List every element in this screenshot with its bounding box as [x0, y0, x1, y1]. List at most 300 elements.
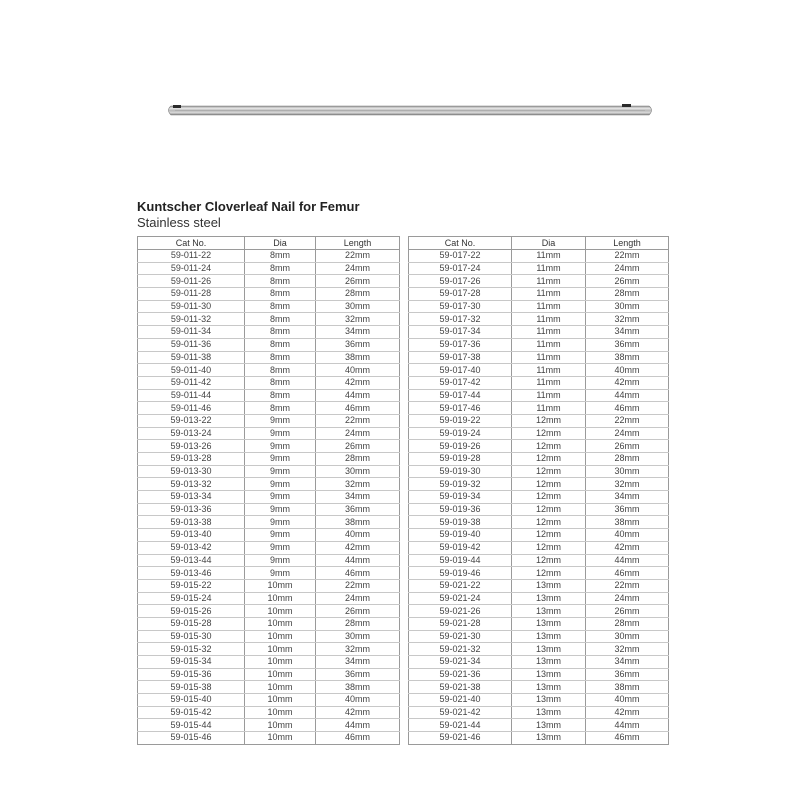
cell-length: 30mm	[316, 630, 400, 643]
cell-cat-no: 59-013-40	[138, 529, 245, 542]
header-cat-no: Cat No.	[138, 237, 245, 250]
cell-cat-no: 59-011-38	[138, 351, 245, 364]
cell-cat-no: 59-017-30	[409, 300, 512, 313]
cell-length: 42mm	[586, 376, 669, 389]
cell-dia: 13mm	[512, 668, 586, 681]
cell-cat-no: 59-017-40	[409, 364, 512, 377]
cell-length: 30mm	[316, 465, 400, 478]
cell-dia: 13mm	[512, 579, 586, 592]
cell-dia: 10mm	[245, 694, 316, 707]
cell-length: 42mm	[586, 541, 669, 554]
table-row	[409, 516, 669, 529]
cell-dia: 11mm	[512, 288, 586, 301]
table-row	[138, 643, 400, 656]
cell-cat-no: 59-011-36	[138, 338, 245, 351]
table-row	[409, 326, 669, 339]
table-row	[409, 364, 669, 377]
cell-length: 36mm	[316, 503, 400, 516]
cell-length: 32mm	[316, 643, 400, 656]
table-row	[409, 275, 669, 288]
table-row	[409, 529, 669, 542]
table-row	[138, 326, 400, 339]
table-row	[138, 313, 400, 326]
cell-cat-no: 59-017-46	[409, 402, 512, 415]
cell-dia: 8mm	[245, 351, 316, 364]
cell-length: 38mm	[316, 351, 400, 364]
cell-dia: 11mm	[512, 364, 586, 377]
cell-dia: 9mm	[245, 503, 316, 516]
table-row	[409, 414, 669, 427]
cell-dia: 8mm	[245, 288, 316, 301]
table-row	[409, 351, 669, 364]
cell-length: 42mm	[316, 706, 400, 719]
table-row	[409, 643, 669, 656]
table-row	[138, 605, 400, 618]
cell-cat-no: 59-017-34	[409, 326, 512, 339]
cell-cat-no: 59-019-34	[409, 491, 512, 504]
cell-dia: 10mm	[245, 643, 316, 656]
cell-dia: 10mm	[245, 630, 316, 643]
table-row	[138, 427, 400, 440]
cell-dia: 12mm	[512, 529, 586, 542]
cell-length: 28mm	[586, 617, 669, 630]
cell-dia: 8mm	[245, 389, 316, 402]
cell-cat-no: 59-015-46	[138, 732, 245, 745]
product-subtitle: Stainless steel	[137, 215, 221, 230]
table-row	[409, 453, 669, 466]
cell-dia: 13mm	[512, 630, 586, 643]
cell-dia: 10mm	[245, 706, 316, 719]
table-row	[409, 656, 669, 669]
cell-length: 32mm	[316, 478, 400, 491]
cell-length: 36mm	[586, 668, 669, 681]
cell-length: 34mm	[586, 656, 669, 669]
cell-dia: 12mm	[512, 478, 586, 491]
cell-dia: 8mm	[245, 262, 316, 275]
cell-dia: 11mm	[512, 250, 586, 263]
cell-cat-no: 59-017-32	[409, 313, 512, 326]
cell-length: 30mm	[316, 300, 400, 313]
cell-length: 34mm	[586, 326, 669, 339]
cell-cat-no: 59-021-40	[409, 694, 512, 707]
cell-length: 22mm	[316, 250, 400, 263]
cell-dia: 12mm	[512, 440, 586, 453]
cell-length: 22mm	[316, 414, 400, 427]
cell-dia: 12mm	[512, 414, 586, 427]
cell-dia: 8mm	[245, 326, 316, 339]
cell-length: 42mm	[586, 706, 669, 719]
cell-cat-no: 59-019-44	[409, 554, 512, 567]
header-length: Length	[316, 237, 400, 250]
cell-dia: 12mm	[512, 516, 586, 529]
cell-length: 28mm	[586, 453, 669, 466]
cell-dia: 8mm	[245, 250, 316, 263]
cell-dia: 10mm	[245, 656, 316, 669]
cell-cat-no: 59-015-22	[138, 579, 245, 592]
table-row	[138, 592, 400, 605]
cell-length: 30mm	[586, 630, 669, 643]
cell-cat-no: 59-013-38	[138, 516, 245, 529]
cell-dia: 12mm	[512, 427, 586, 440]
table-row	[138, 503, 400, 516]
table-row	[409, 376, 669, 389]
cell-dia: 9mm	[245, 465, 316, 478]
table-row	[409, 300, 669, 313]
table-row	[138, 732, 400, 745]
cell-dia: 8mm	[245, 275, 316, 288]
table-row	[138, 440, 400, 453]
cell-dia: 10mm	[245, 681, 316, 694]
cell-length: 34mm	[316, 326, 400, 339]
table-row	[409, 440, 669, 453]
cell-dia: 12mm	[512, 554, 586, 567]
cell-length: 34mm	[316, 491, 400, 504]
cell-length: 44mm	[316, 719, 400, 732]
table-row	[138, 630, 400, 643]
cell-dia: 9mm	[245, 478, 316, 491]
cell-length: 24mm	[316, 427, 400, 440]
cell-cat-no: 59-019-24	[409, 427, 512, 440]
cell-dia: 13mm	[512, 681, 586, 694]
cell-length: 26mm	[586, 275, 669, 288]
cell-length: 32mm	[316, 313, 400, 326]
table-row	[138, 706, 400, 719]
cell-cat-no: 59-017-44	[409, 389, 512, 402]
table-row	[138, 364, 400, 377]
cell-dia: 13mm	[512, 694, 586, 707]
cell-cat-no: 59-021-32	[409, 643, 512, 656]
cell-cat-no: 59-021-46	[409, 732, 512, 745]
cell-cat-no: 59-015-28	[138, 617, 245, 630]
cell-dia: 8mm	[245, 376, 316, 389]
cell-length: 46mm	[586, 567, 669, 580]
cell-length: 40mm	[316, 694, 400, 707]
cell-length: 38mm	[316, 516, 400, 529]
cell-cat-no: 59-017-26	[409, 275, 512, 288]
cell-dia: 12mm	[512, 491, 586, 504]
cell-cat-no: 59-011-22	[138, 250, 245, 263]
table-row	[138, 541, 400, 554]
cell-cat-no: 59-013-22	[138, 414, 245, 427]
product-title: Kuntscher Cloverleaf Nail for Femur	[137, 199, 360, 214]
cell-cat-no: 59-021-26	[409, 605, 512, 618]
cell-dia: 11mm	[512, 313, 586, 326]
table-row	[138, 617, 400, 630]
table-row	[409, 402, 669, 415]
cell-dia: 13mm	[512, 732, 586, 745]
cell-cat-no: 59-015-34	[138, 656, 245, 669]
table-row	[409, 579, 669, 592]
header-length: Length	[586, 237, 669, 250]
cell-length: 40mm	[586, 529, 669, 542]
cell-dia: 11mm	[512, 300, 586, 313]
cell-length: 44mm	[586, 389, 669, 402]
header-cat-no: Cat No.	[409, 237, 512, 250]
table-header-row	[409, 237, 669, 250]
cell-cat-no: 59-015-42	[138, 706, 245, 719]
cell-length: 22mm	[316, 579, 400, 592]
cell-length: 26mm	[316, 605, 400, 618]
cell-dia: 9mm	[245, 529, 316, 542]
cell-length: 22mm	[586, 414, 669, 427]
header-dia: Dia	[245, 237, 316, 250]
cell-length: 22mm	[586, 579, 669, 592]
cell-cat-no: 59-013-36	[138, 503, 245, 516]
cell-cat-no: 59-011-46	[138, 402, 245, 415]
table-row	[409, 427, 669, 440]
cell-cat-no: 59-015-36	[138, 668, 245, 681]
table-row	[138, 338, 400, 351]
table-row	[138, 262, 400, 275]
cell-cat-no: 59-011-44	[138, 389, 245, 402]
table-row	[138, 389, 400, 402]
cell-length: 32mm	[586, 313, 669, 326]
cell-cat-no: 59-015-24	[138, 592, 245, 605]
cell-dia: 13mm	[512, 592, 586, 605]
cell-length: 40mm	[316, 529, 400, 542]
table-row	[409, 732, 669, 745]
cell-length: 24mm	[316, 592, 400, 605]
table-row	[138, 300, 400, 313]
cell-length: 22mm	[586, 250, 669, 263]
table-row	[138, 516, 400, 529]
cell-cat-no: 59-021-30	[409, 630, 512, 643]
cell-dia: 11mm	[512, 326, 586, 339]
cell-length: 24mm	[316, 262, 400, 275]
cell-dia: 10mm	[245, 719, 316, 732]
cell-dia: 13mm	[512, 643, 586, 656]
cell-dia: 13mm	[512, 706, 586, 719]
cell-length: 34mm	[316, 656, 400, 669]
cell-length: 30mm	[586, 465, 669, 478]
cell-dia: 12mm	[512, 465, 586, 478]
table-row	[138, 250, 400, 263]
cell-length: 32mm	[586, 478, 669, 491]
cell-dia: 8mm	[245, 364, 316, 377]
cell-cat-no: 59-021-34	[409, 656, 512, 669]
table-row	[409, 719, 669, 732]
cell-dia: 9mm	[245, 567, 316, 580]
table-row	[409, 592, 669, 605]
table-row	[138, 554, 400, 567]
cloverleaf-nail-image	[165, 99, 655, 121]
cell-cat-no: 59-011-30	[138, 300, 245, 313]
cell-length: 36mm	[316, 338, 400, 351]
table-row	[138, 402, 400, 415]
cell-length: 38mm	[586, 681, 669, 694]
cell-length: 46mm	[316, 567, 400, 580]
table-row	[409, 617, 669, 630]
cell-dia: 10mm	[245, 605, 316, 618]
cell-dia: 9mm	[245, 491, 316, 504]
cell-length: 44mm	[316, 389, 400, 402]
cell-length: 44mm	[586, 554, 669, 567]
table-row	[409, 465, 669, 478]
cell-cat-no: 59-021-38	[409, 681, 512, 694]
cell-dia: 8mm	[245, 402, 316, 415]
cell-cat-no: 59-011-40	[138, 364, 245, 377]
cell-length: 32mm	[586, 643, 669, 656]
cell-length: 42mm	[316, 541, 400, 554]
header-dia: Dia	[512, 237, 586, 250]
cell-cat-no: 59-017-28	[409, 288, 512, 301]
cell-length: 36mm	[586, 338, 669, 351]
cell-cat-no: 59-013-44	[138, 554, 245, 567]
table-row	[138, 478, 400, 491]
table-row	[138, 656, 400, 669]
table-row	[138, 567, 400, 580]
cell-cat-no: 59-011-28	[138, 288, 245, 301]
cell-dia: 12mm	[512, 453, 586, 466]
cell-cat-no: 59-017-42	[409, 376, 512, 389]
cell-dia: 10mm	[245, 668, 316, 681]
cell-cat-no: 59-013-32	[138, 478, 245, 491]
cell-dia: 8mm	[245, 313, 316, 326]
cell-length: 40mm	[586, 364, 669, 377]
cell-length: 44mm	[586, 719, 669, 732]
cell-length: 26mm	[316, 275, 400, 288]
cell-length: 36mm	[586, 503, 669, 516]
table-row	[138, 351, 400, 364]
cell-dia: 10mm	[245, 579, 316, 592]
cell-dia: 9mm	[245, 453, 316, 466]
cell-dia: 11mm	[512, 338, 586, 351]
cell-cat-no: 59-011-42	[138, 376, 245, 389]
cell-length: 44mm	[316, 554, 400, 567]
cell-dia: 12mm	[512, 541, 586, 554]
cell-cat-no: 59-019-46	[409, 567, 512, 580]
cell-length: 36mm	[316, 668, 400, 681]
cell-cat-no: 59-021-22	[409, 579, 512, 592]
table-row	[409, 491, 669, 504]
cell-dia: 9mm	[245, 414, 316, 427]
cell-length: 46mm	[586, 732, 669, 745]
cell-cat-no: 59-013-28	[138, 453, 245, 466]
cell-dia: 9mm	[245, 541, 316, 554]
cell-length: 28mm	[586, 288, 669, 301]
cell-dia: 13mm	[512, 617, 586, 630]
cell-cat-no: 59-019-22	[409, 414, 512, 427]
cell-cat-no: 59-013-24	[138, 427, 245, 440]
cell-cat-no: 59-011-24	[138, 262, 245, 275]
cell-cat-no: 59-015-32	[138, 643, 245, 656]
cell-cat-no: 59-015-40	[138, 694, 245, 707]
table-row	[409, 668, 669, 681]
cell-cat-no: 59-019-40	[409, 529, 512, 542]
table-row	[409, 681, 669, 694]
table-row	[409, 554, 669, 567]
cell-dia: 11mm	[512, 402, 586, 415]
table-row	[138, 414, 400, 427]
table-row	[138, 694, 400, 707]
cell-dia: 13mm	[512, 656, 586, 669]
cell-dia: 13mm	[512, 719, 586, 732]
cell-length: 28mm	[316, 453, 400, 466]
table-row	[409, 630, 669, 643]
cell-cat-no: 59-019-28	[409, 453, 512, 466]
cell-cat-no: 59-013-42	[138, 541, 245, 554]
cell-length: 46mm	[316, 402, 400, 415]
cell-cat-no: 59-013-30	[138, 465, 245, 478]
table-header-row	[138, 237, 400, 250]
table-row	[138, 529, 400, 542]
spec-table-left	[137, 236, 400, 745]
cell-dia: 11mm	[512, 376, 586, 389]
table-row	[138, 491, 400, 504]
cell-length: 46mm	[586, 402, 669, 415]
cell-cat-no: 59-011-34	[138, 326, 245, 339]
cell-cat-no: 59-019-36	[409, 503, 512, 516]
cell-dia: 11mm	[512, 275, 586, 288]
table-row	[138, 579, 400, 592]
table-row	[409, 478, 669, 491]
table-row	[409, 503, 669, 516]
cell-cat-no: 59-019-30	[409, 465, 512, 478]
cell-dia: 10mm	[245, 592, 316, 605]
cell-cat-no: 59-011-26	[138, 275, 245, 288]
cell-length: 26mm	[586, 605, 669, 618]
cell-length: 28mm	[316, 288, 400, 301]
cell-dia: 10mm	[245, 732, 316, 745]
cell-cat-no: 59-015-44	[138, 719, 245, 732]
cell-cat-no: 59-013-26	[138, 440, 245, 453]
cell-cat-no: 59-021-44	[409, 719, 512, 732]
cell-length: 28mm	[316, 617, 400, 630]
cell-dia: 9mm	[245, 427, 316, 440]
cell-cat-no: 59-015-30	[138, 630, 245, 643]
table-row	[138, 681, 400, 694]
cell-cat-no: 59-021-36	[409, 668, 512, 681]
table-row	[409, 605, 669, 618]
cell-cat-no: 59-015-26	[138, 605, 245, 618]
table-row	[409, 262, 669, 275]
cell-dia: 11mm	[512, 351, 586, 364]
table-row	[138, 275, 400, 288]
cell-dia: 13mm	[512, 605, 586, 618]
cell-cat-no: 59-017-38	[409, 351, 512, 364]
cell-length: 38mm	[586, 351, 669, 364]
cell-dia: 11mm	[512, 262, 586, 275]
cell-dia: 10mm	[245, 617, 316, 630]
cell-dia: 8mm	[245, 338, 316, 351]
cell-cat-no: 59-019-26	[409, 440, 512, 453]
table-row	[409, 706, 669, 719]
table-row	[409, 541, 669, 554]
cell-dia: 11mm	[512, 389, 586, 402]
cell-cat-no: 59-019-38	[409, 516, 512, 529]
cell-cat-no: 59-011-32	[138, 313, 245, 326]
cell-length: 40mm	[586, 694, 669, 707]
cell-cat-no: 59-021-24	[409, 592, 512, 605]
cell-dia: 9mm	[245, 440, 316, 453]
cell-dia: 12mm	[512, 503, 586, 516]
table-row	[138, 465, 400, 478]
cell-length: 38mm	[586, 516, 669, 529]
table-row	[409, 389, 669, 402]
table-row	[409, 288, 669, 301]
table-row	[138, 453, 400, 466]
table-row	[138, 719, 400, 732]
cell-dia: 12mm	[512, 567, 586, 580]
table-row	[409, 313, 669, 326]
cell-length: 26mm	[586, 440, 669, 453]
cell-cat-no: 59-017-36	[409, 338, 512, 351]
table-row	[409, 567, 669, 580]
cell-length: 38mm	[316, 681, 400, 694]
cell-cat-no: 59-013-46	[138, 567, 245, 580]
cell-length: 34mm	[586, 491, 669, 504]
cell-length: 46mm	[316, 732, 400, 745]
